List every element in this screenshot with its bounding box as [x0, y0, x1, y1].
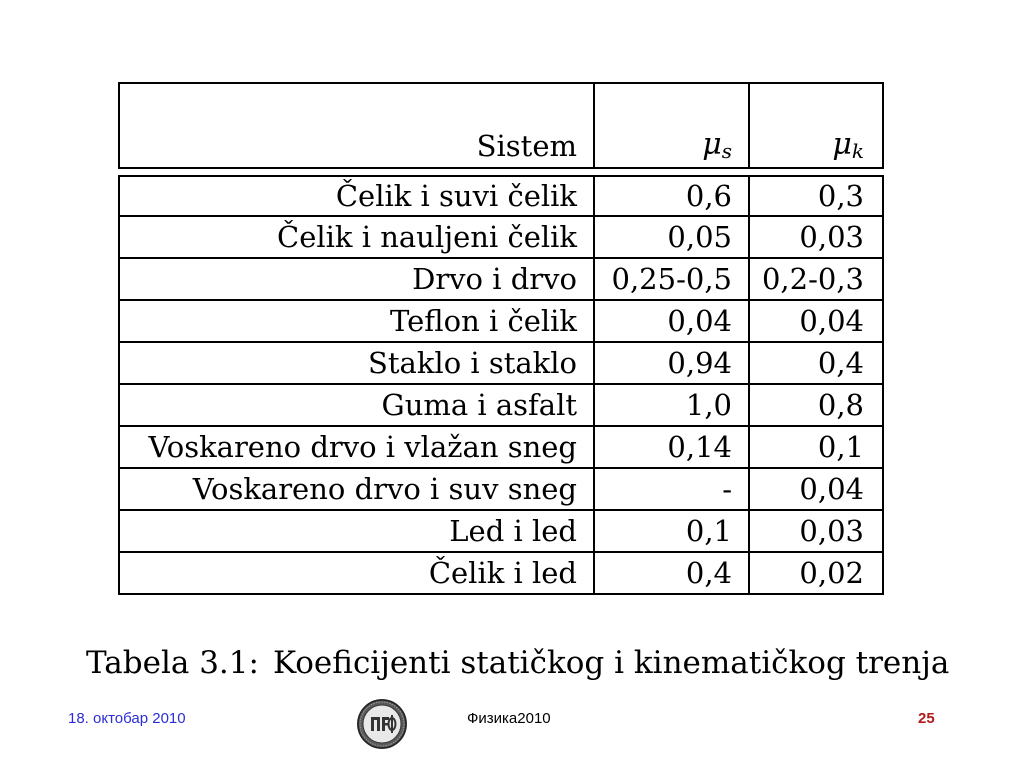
cell-system: Čelik i suvi čelik — [120, 177, 595, 215]
cell-mu-s: 0,1 — [595, 511, 750, 551]
cell-mu-k: 0,04 — [799, 303, 864, 338]
table-row — [118, 385, 884, 427]
footer-date: 18. октобар 2010 — [68, 710, 186, 727]
cell-system: Staklo i staklo — [120, 343, 595, 383]
university-seal-icon — [356, 698, 408, 750]
cell-mu-s: 0,04 — [595, 301, 750, 341]
friction-table — [118, 82, 884, 595]
table-row — [118, 175, 884, 217]
cell-mu-k: 0,1 — [817, 429, 864, 464]
cell-mu-k: 0,8 — [817, 387, 864, 422]
table-row — [118, 217, 884, 259]
caption-label: Tabela 3.1: — [86, 645, 259, 681]
cell-mu-s: 0,14 — [595, 427, 750, 467]
cell-mu-s: - — [595, 469, 750, 509]
table-row — [118, 343, 884, 385]
table-row — [118, 427, 884, 469]
caption-text: Koeficijenti statičkog i kinematičkog trenja — [272, 645, 950, 681]
cell-system: Drvo i drvo — [120, 259, 595, 299]
cell-system: Guma i asfalt — [120, 385, 595, 425]
footer-course: Физика2010 — [467, 710, 551, 727]
cell-mu-k: 0,4 — [817, 345, 864, 380]
header-system: Sistem — [120, 84, 595, 167]
cell-system: Čelik i led — [120, 553, 595, 593]
table-row — [118, 469, 884, 511]
table-header-row — [118, 82, 884, 169]
page-number: 25 — [918, 710, 935, 727]
table-row — [118, 553, 884, 595]
cell-system: Voskareno drvo i suv sneg — [120, 469, 595, 509]
cell-system: Voskareno drvo i vlažan sneg — [120, 427, 595, 467]
cell-mu-k: 0,04 — [799, 471, 864, 506]
cell-system: Čelik i nauljeni čelik — [120, 217, 595, 257]
header-mu-s: $\mu_s$ — [595, 84, 750, 167]
cell-mu-k: 0,2-0,3 — [761, 261, 864, 296]
cell-mu-k: 0,03 — [799, 219, 864, 254]
cell-system: Teflon i čelik — [120, 301, 595, 341]
cell-mu-s: 0,94 — [595, 343, 750, 383]
cell-mu-s: 0,25-0,5 — [595, 259, 750, 299]
cell-mu-s: 0,6 — [595, 177, 750, 215]
table-caption — [86, 645, 949, 681]
table-row — [118, 511, 884, 553]
cell-system: Led i led — [120, 511, 595, 551]
cell-mu-k: 0,03 — [799, 513, 864, 548]
cell-mu-s: 0,4 — [595, 553, 750, 593]
cell-mu-s: 1,0 — [595, 385, 750, 425]
cell-mu-k: 0,3 — [817, 178, 864, 213]
table-row — [118, 259, 884, 301]
cell-mu-k: 0,02 — [799, 555, 864, 590]
cell-mu-s: 0,05 — [595, 217, 750, 257]
header-mu-k: $\mu_k$ — [832, 127, 864, 163]
table-row — [118, 301, 884, 343]
